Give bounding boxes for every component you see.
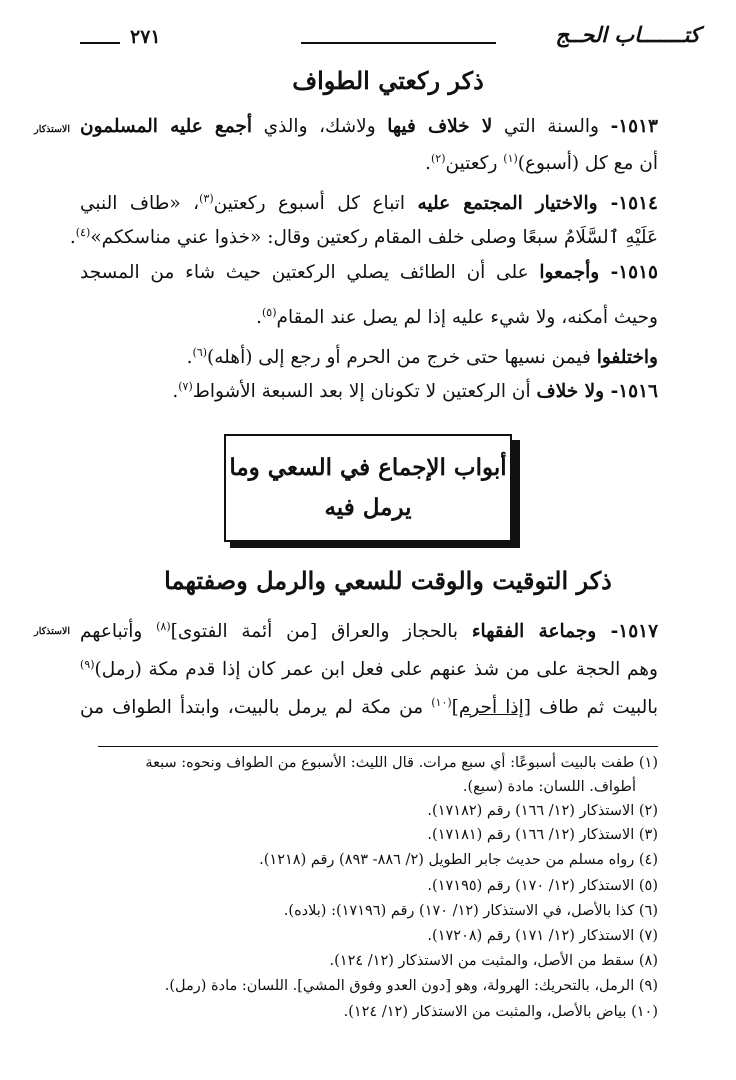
page-number: ٢٧١ (130, 26, 161, 48)
paragraph-1514-line-2: عَلَيْهِ ٱلسَّلَامُ سبعًا وصلى خلف المقام ركعتين وقال: «خذوا عني مناسككم»$^{(٤)}$. (69, 226, 658, 249)
footnote-ref: (١٠) (431, 696, 452, 709)
footnote-ref: (٩) (80, 658, 95, 671)
footnote-1: (١) طفت بالبيت أسبوعًا: أي سبع مرات. قال الليث: الأسبوع من الطواف ونحوه: سبعة (145, 755, 658, 771)
entry-number: ١٥١٣- (610, 116, 658, 137)
footnote-9: (٩) الرمل، بالتحريك: الهرولة، وهو [دون العدو وفوق المشي]. اللسان: مادة (رمل). (164, 978, 658, 994)
paragraph-1517-line-2: وهم الحجة على من شذ عنهم على فعل ابن عمر كان إذا قدم مكة (رمل)$^{(٩)}$ (80, 658, 658, 681)
header-rule-left (80, 42, 120, 44)
footnote-1-cont: أطواف. اللسان: مادة (سبع). (462, 779, 636, 795)
paragraph-1517-line-3: بالبيت ثم طاف [إذا أحرم]$^{(١٠)}$ من مكة لم يرمل بالبيت، وابتدأ الطواف من (80, 696, 658, 719)
paragraph-1515-line-1: ١٥١٥- وأجمعوا على أن الطائف يصلي الركعتين حيث شاء من المسجد (80, 262, 658, 283)
footnote-7: (٧) الاستذكار (١٢/ ١٧١) رقم (١٧٢٠٨). (427, 928, 658, 944)
footnote-ref: (٣) (199, 192, 214, 205)
footnote-6: (٦) كذا بالأصل، في الاستذكار (١٢/ ١٧٠) رقم (١٧١٩٦): (بلاده). (283, 903, 658, 919)
footnote-2: (٢) الاستذكار (١٢/ ١٦٦) رقم (١٧١٨٢). (427, 803, 658, 819)
footnote-8: (٨) سقط من الأصل، والمثبت من الاستذكار (١٢/ ١٢٤). (329, 953, 658, 969)
footnote-ref: (٢) (430, 152, 446, 165)
footnote-4: (٤) رواه مسلم من حديث جابر الطويل (٢/ ٨٨٦- ٨٩٣) رقم (١٢١٨). (259, 852, 658, 868)
paragraph-1513-line-2: أن مع كل (أسبوع)$^{(١)}$ ركعتين$^{(٢)}$. (425, 152, 658, 175)
paragraph-1515-line-2: وحيث أمكنه، ولا شيء عليه إذا لم يصل عند المقام$^{(٥)}$. (256, 306, 658, 329)
section-title-rakatayn: ذكر ركعتي الطواف (292, 66, 484, 95)
footnote-ref: (٤) (75, 226, 91, 239)
chapter-box-frame (224, 434, 512, 542)
side-reference: الاستذكار (34, 626, 70, 637)
chapter-title-line-2: يرمل فيه (324, 494, 412, 521)
footnote-3: (٣) الاستذكار (١٢/ ١٦٦) رقم (١٧١٨١). (427, 827, 658, 843)
running-head-book-title: كتـــــــاب الحــج (555, 22, 700, 47)
side-reference: الاستذكار (34, 124, 70, 135)
footnote-10: (١٠) بياض بالأصل، والمثبت من الاستذكار (١٢/ ١٢٤). (343, 1004, 658, 1020)
footnote-ref: (٦) (192, 346, 208, 359)
paragraph-1516-line-1: ١٥١٦- ولا خلاف أن الركعتين لا تكونان إلا بعد السبعة الأشواط$^{(٧)}$. (172, 380, 658, 403)
footnote-ref: (٨) (156, 620, 171, 633)
paragraph-1513-line-1: ١٥١٣- والسنة التي لا خلاف فيها ولاشك، والذي أجمع عليه المسلمون (80, 116, 658, 137)
footnote-5: (٥) الاستذكار (١٢/ ١٧٠) رقم (١٧١٩٥). (427, 878, 658, 894)
footnote-ref: (٥) (262, 306, 277, 319)
footnote-ref: (١) (503, 152, 518, 165)
paragraph-1515-line-3: واختلفوا فيمن نسيها حتى خرج من الحرم أو رجع إلى (أهله)$^{(٦)}$. (186, 346, 658, 369)
footnote-separator (98, 746, 658, 747)
chapter-title-line-1: أبواب الإجماع في السعي وما (229, 454, 507, 481)
footnote-ref: (٧) (178, 380, 193, 393)
section-title-sa3y: ذكر التوقيت والوقت للسعي والرمل وصفتهما (164, 566, 612, 595)
paragraph-1517-line-1: ١٥١٧- وجماعة الفقهاء بالحجاز والعراق [من أئمة الفتوى]$^{(٨)}$ وأتباعهم (80, 620, 659, 643)
entry-number: ١٥١٤- (610, 193, 658, 215)
entry-number: ١٥١٦- (610, 381, 658, 403)
entry-number: ١٥١٧- (610, 621, 659, 643)
entry-number: ١٥١٥- (610, 262, 658, 283)
paragraph-1514-line-1: ١٥١٤- والاختيار المجتمع عليه اتباع كل أسبوع ركعتين$^{(٣)}$، «طاف النبي (80, 192, 658, 215)
chapter-box (224, 434, 516, 546)
header-rule-right (301, 42, 496, 44)
